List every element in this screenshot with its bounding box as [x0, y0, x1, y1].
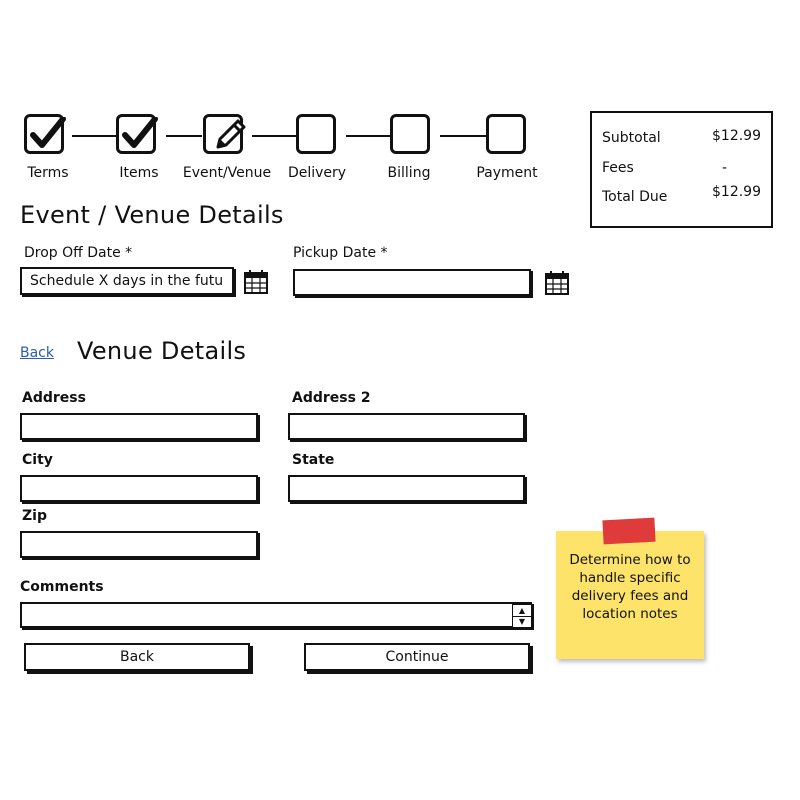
step-payment[interactable]: [486, 114, 526, 154]
back-link[interactable]: Back: [20, 345, 54, 361]
step-label-delivery: Delivery: [287, 165, 347, 181]
address-input[interactable]: [20, 413, 258, 440]
step-label-event-venue: Event/Venue: [182, 165, 272, 181]
scroll-up-icon[interactable]: ▲: [513, 605, 531, 617]
fees-label: Fees: [602, 160, 634, 176]
address2-label: Address 2: [292, 390, 371, 406]
calendar-icon[interactable]: [243, 269, 269, 295]
subtotal-value: $12.99: [712, 128, 761, 144]
dropoff-date-label: Drop Off Date *: [24, 245, 133, 261]
page-title: Event / Venue Details: [20, 201, 284, 229]
step-connector: [440, 135, 486, 137]
sticky-note-text: Determine how to handle specific delivery fees and location notes: [569, 552, 691, 622]
step-delivery[interactable]: [296, 114, 336, 154]
comments-input[interactable]: [20, 602, 532, 628]
sticky-note: [556, 531, 704, 659]
pickup-date-label: Pickup Date *: [293, 245, 388, 261]
city-label: City: [22, 452, 53, 468]
zip-label: Zip: [22, 508, 47, 524]
subtotal-label: Subtotal: [602, 130, 661, 146]
state-input[interactable]: [288, 475, 525, 502]
step-connector: [346, 135, 390, 137]
dropoff-date-input[interactable]: [20, 267, 234, 295]
step-connector: [166, 135, 202, 137]
comments-label: Comments: [20, 579, 104, 595]
step-label-items: Items: [119, 165, 159, 181]
total-due-label: Total Due: [602, 189, 668, 205]
step-label-payment: Payment: [476, 165, 538, 181]
checkmark-icon: [27, 117, 67, 157]
scroll-down-icon[interactable]: ▼: [518, 617, 526, 626]
state-label: State: [292, 452, 335, 468]
step-connector: [72, 135, 116, 137]
fees-value: -: [721, 160, 727, 176]
step-items[interactable]: [116, 114, 156, 154]
pencil-icon: [206, 117, 246, 157]
comments-scrollbar[interactable]: [512, 604, 532, 628]
pickup-date-input[interactable]: [293, 269, 531, 296]
step-event-venue[interactable]: [203, 114, 243, 154]
continue-button[interactable]: Continue: [304, 643, 530, 671]
zip-input[interactable]: [20, 531, 258, 558]
sticky-tape: [602, 518, 655, 545]
step-terms[interactable]: [24, 114, 64, 154]
step-connector: [252, 135, 296, 137]
step-label-terms: Terms: [27, 165, 69, 181]
total-due-value: $12.99: [712, 184, 761, 200]
venue-details-title: Venue Details: [77, 337, 247, 365]
address-label: Address: [22, 390, 86, 406]
step-billing[interactable]: [390, 114, 430, 154]
back-button[interactable]: Back: [24, 643, 250, 671]
calendar-icon[interactable]: [544, 270, 570, 296]
order-summary: [590, 111, 773, 228]
city-input[interactable]: [20, 475, 258, 502]
step-label-billing: Billing: [387, 165, 431, 181]
address2-input[interactable]: [288, 413, 525, 440]
checkmark-icon: [119, 117, 159, 157]
